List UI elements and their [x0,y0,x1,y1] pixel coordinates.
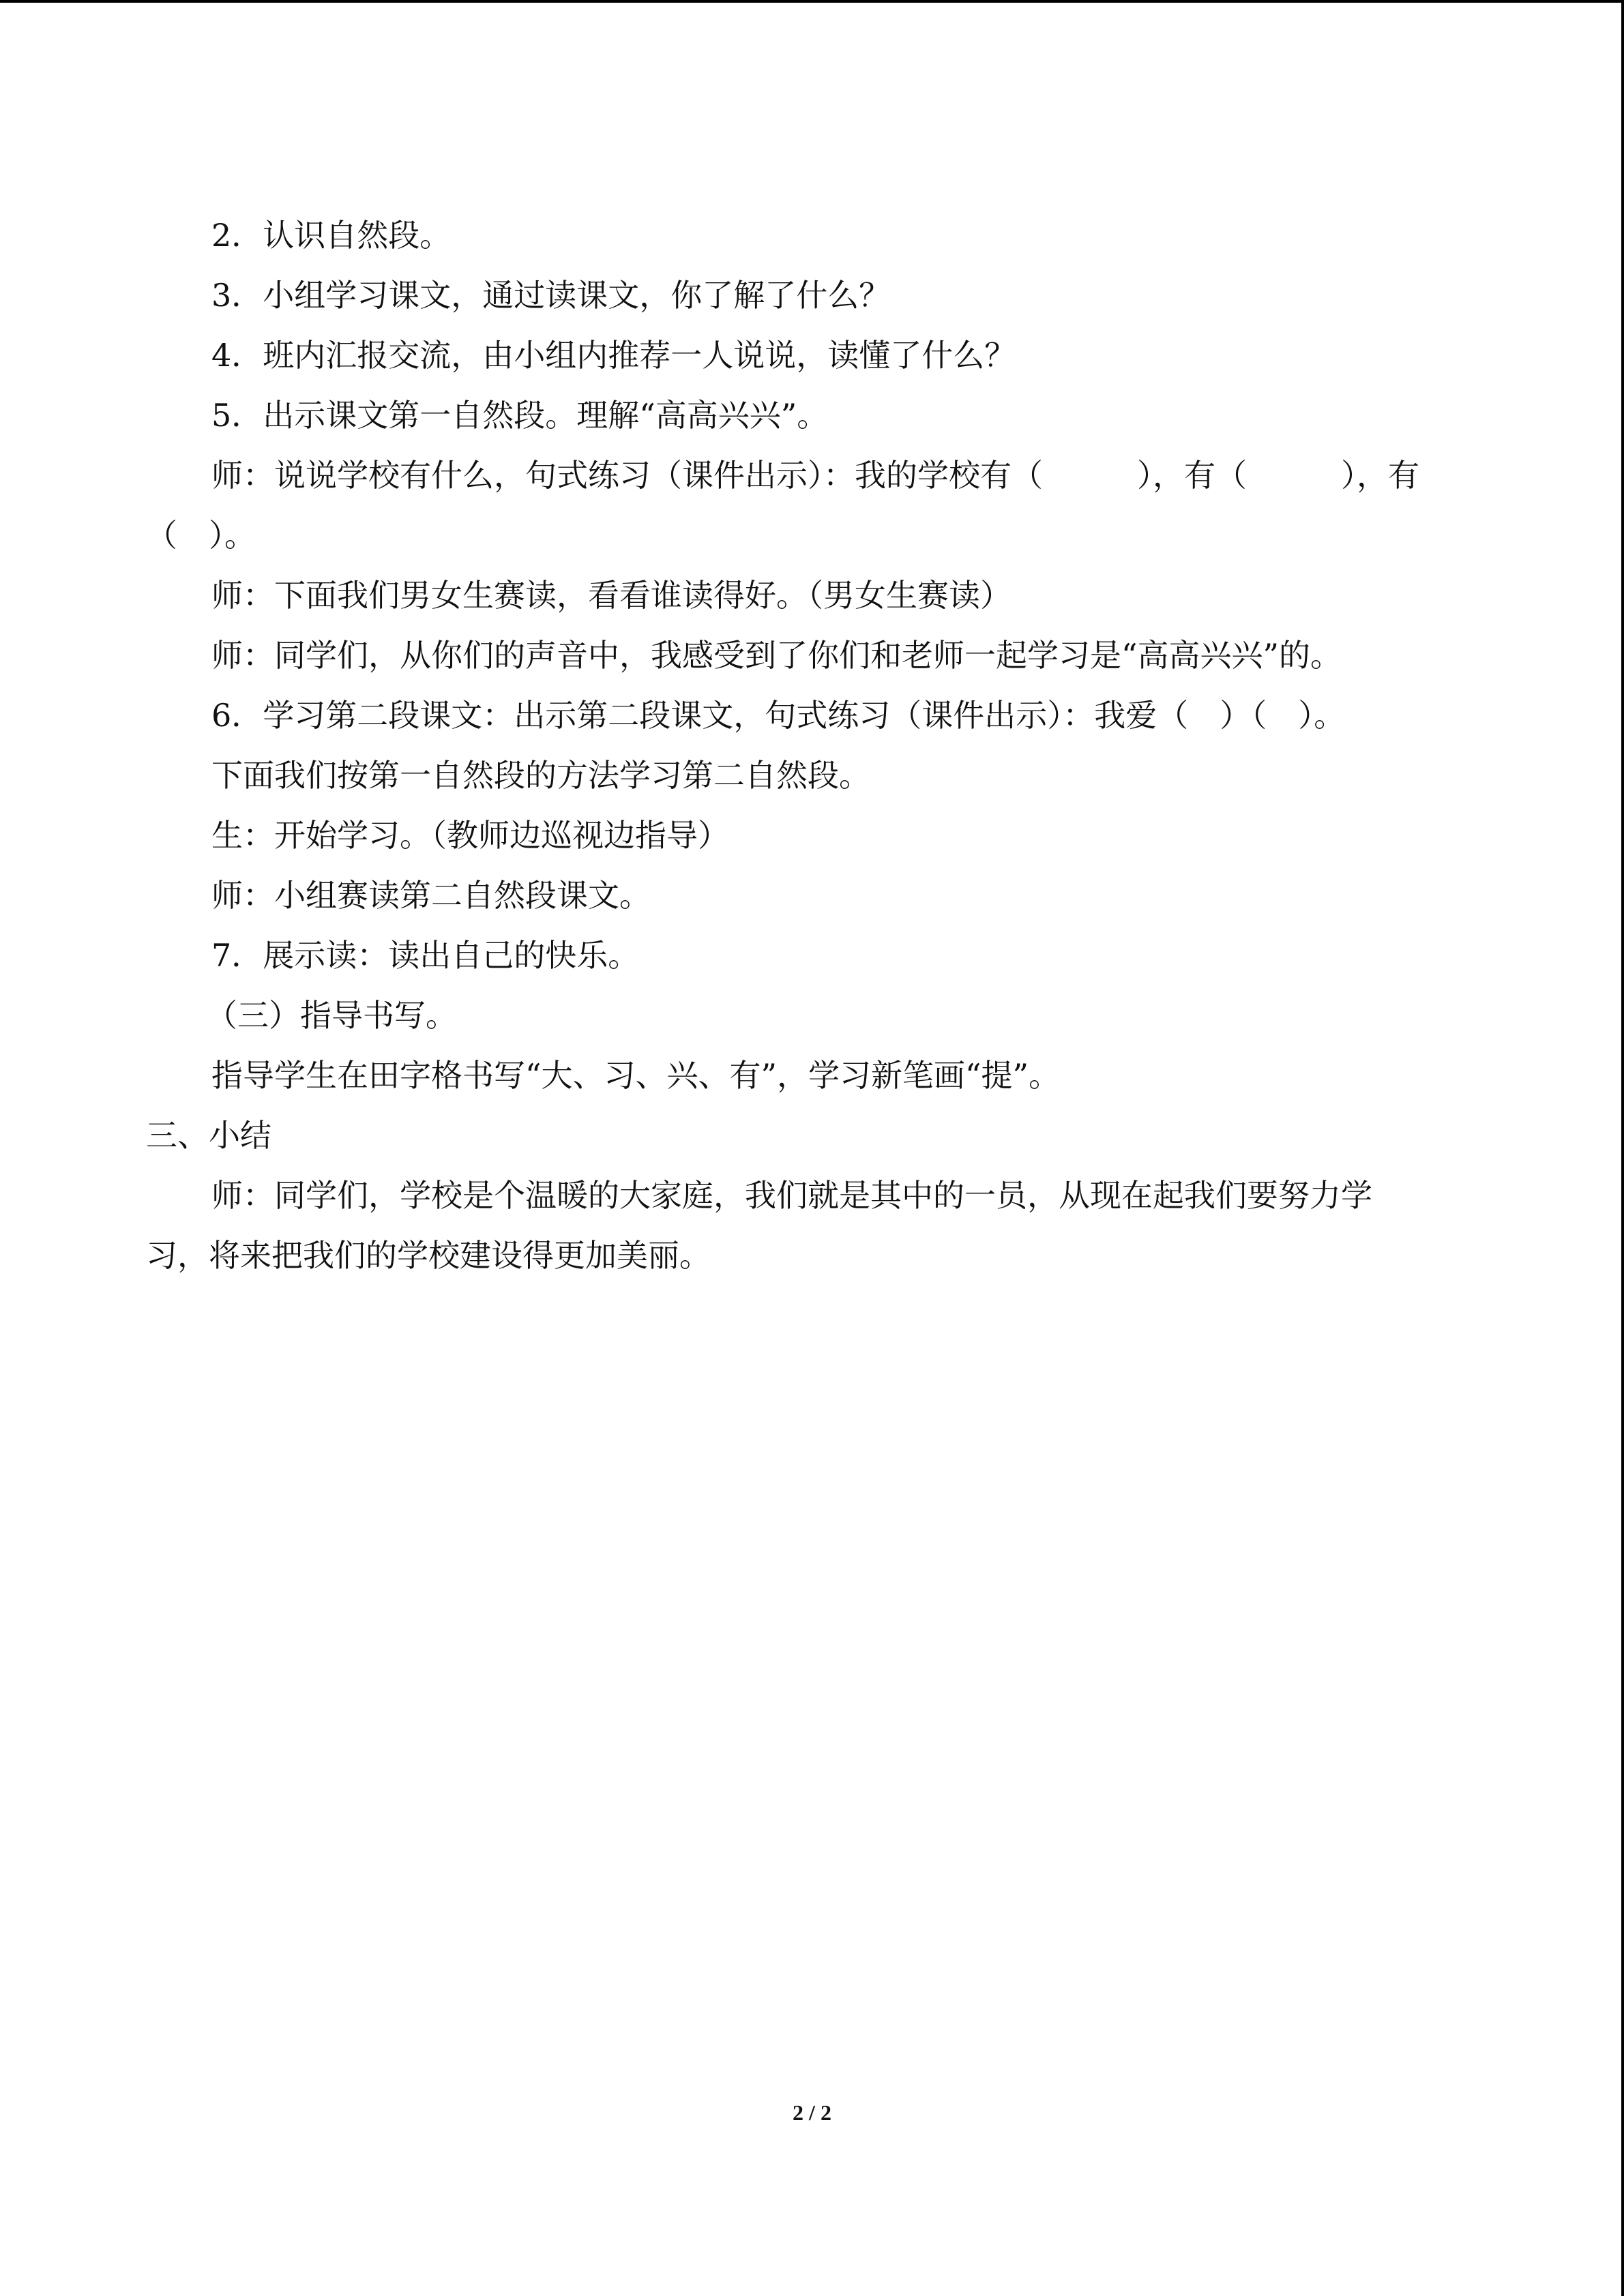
paragraph-line: 习，将来把我们的学校建设得更加美丽。 [146,1237,711,1274]
paragraph-line: 2．认识自然段。 [211,217,452,254]
paragraph-line: 3．小组学习课文，通过读课文，你了解了什么？ [211,277,891,314]
paragraph-line: 4．班内汇报交流，由小组内推荐一人说说，读懂了什么？ [211,337,1016,374]
page-number: 2 / 2 [793,2100,831,2125]
section-heading: 三、小结 [146,1117,271,1154]
paragraph-line: 师：下面我们男女生赛读，看看谁读得好。（男女生赛读） [211,577,1012,614]
paragraph-line: 师：同学们，从你们的声音中，我感受到了你们和老师一起学习是“高高兴兴”的。 [211,637,1342,674]
paragraph-line: 5．出示课文第一自然段。理解“高高兴兴”。 [211,397,829,434]
paragraph-line: 生：开始学习。（教师边巡视边指导） [211,817,729,854]
paragraph-line: 7．展示读：读出自己的快乐。 [211,937,640,974]
paragraph-line: （ ）。 [146,517,256,554]
section-heading: （三）指导书写。 [206,997,457,1034]
paragraph-line: 师：同学们，学校是个温暖的大家庭，我们就是其中的一员，从现在起我们要努力学 [211,1177,1372,1214]
page-top-border [0,0,1624,3]
paragraph-line: 下面我们按第一自然段的方法学习第二自然段。 [211,757,870,794]
paragraph-line: 师：小组赛读第二自然段课文。 [211,877,651,914]
paragraph-line: 师：说说学校有什么，句式练习（课件出示）：我的学校有（ ），有（ ），有 [211,457,1419,494]
paragraph-line: 指导学生在田字格书写“大、习、兴、有”，学习新笔画“提”。 [211,1057,1061,1094]
page-right-border [1621,0,1624,2296]
paragraph-line: 6．学习第二段课文：出示第二段课文，句式练习（课件出示）：我爱（ ）（ ）。 [211,697,1346,734]
